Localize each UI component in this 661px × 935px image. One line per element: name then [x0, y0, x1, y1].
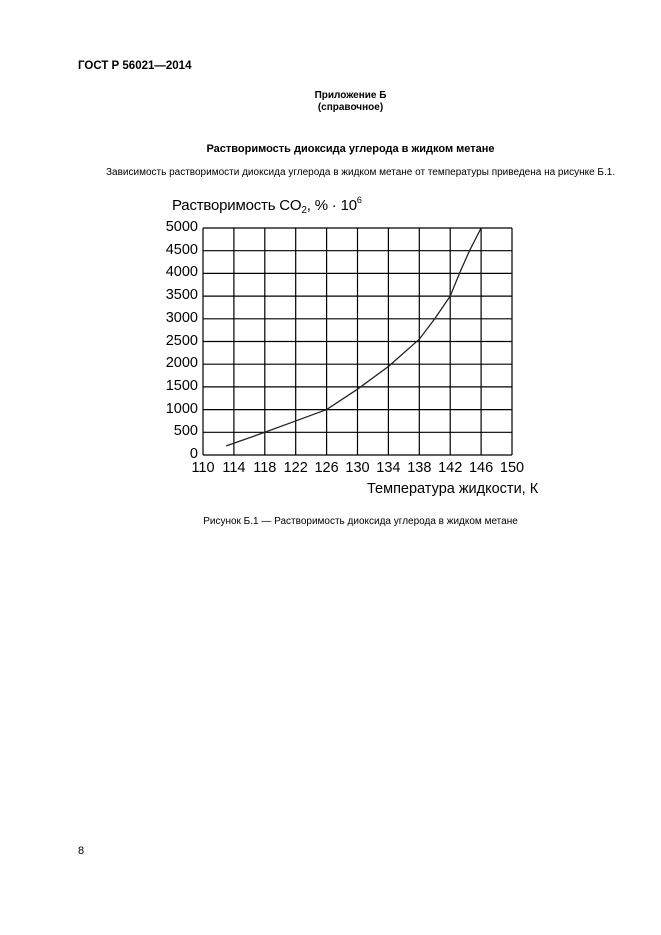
x-tick-label: 122: [283, 460, 308, 476]
y-axis-label-unit: , % · 10: [306, 197, 357, 214]
y-tick-label: 1000: [165, 400, 198, 417]
y-tick-label: 3000: [165, 309, 198, 326]
y-axis-label-main: Растворимость CO: [172, 197, 302, 214]
y-tick-label: 1500: [165, 377, 198, 394]
y-tick-label: 2500: [165, 332, 198, 349]
x-tick-label: 134: [376, 460, 401, 476]
y-axis-label-subscript: 2: [301, 205, 307, 216]
x-tick-label: 118: [253, 460, 277, 476]
section-title: Растворимость диоксида углерода в жидком метане: [206, 143, 495, 155]
y-tick-label: 0: [189, 446, 198, 462]
appendix-type: (справочное): [317, 102, 384, 113]
y-tick-label: 2000: [165, 355, 198, 372]
x-tick-label: 146: [468, 460, 494, 476]
page-number: 8: [78, 845, 85, 857]
x-tick-label: 142: [438, 460, 463, 476]
y-tick-label: 4000: [165, 264, 198, 281]
figure-caption: Рисунок Б.1 — Растворимость диоксида углерода в жидком метане: [203, 516, 518, 527]
y-tick-label: 4500: [165, 241, 198, 258]
x-tick-label: 110: [191, 460, 215, 476]
x-tick-label: 114: [222, 460, 246, 476]
x-tick-label: 126: [314, 460, 339, 476]
x-tick-label: 138: [407, 460, 432, 476]
document-code: ГОСТ Р 56021—2014: [78, 60, 192, 72]
x-tick-label: 130: [345, 460, 370, 476]
x-tick-label: 150: [499, 460, 525, 476]
y-tick-label: 3500: [165, 287, 198, 304]
appendix-title: Приложение Б: [314, 90, 387, 101]
intro-paragraph: Зависимость растворимости диоксида углерода в жидком метане от температуры приведена на рисунке Б.1.: [106, 167, 616, 178]
y-axis-label-exponent: 6: [356, 195, 362, 205]
y-tick-label: 500: [173, 423, 198, 440]
y-tick-label: 5000: [165, 219, 198, 235]
chart-grid: [203, 228, 512, 455]
x-axis-label: Температура жидкости, К: [367, 481, 539, 497]
